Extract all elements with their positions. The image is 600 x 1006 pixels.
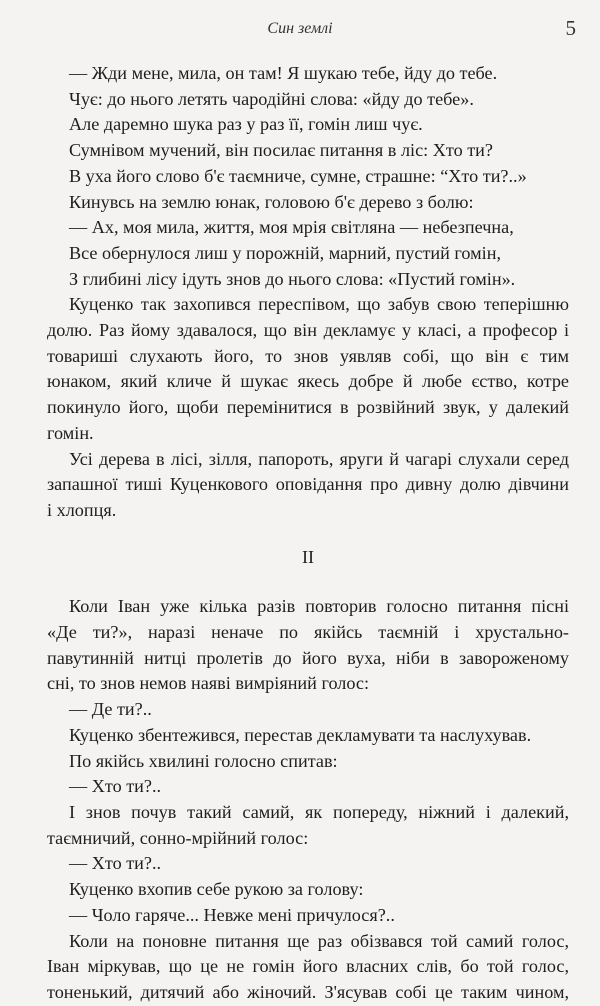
poem-line: Кинувсь на землю юнак, головою б'є дерево з болю:: [69, 191, 474, 212]
text-line: Іван міркував, що це не гомін його власних слів, бо той голос,: [47, 956, 569, 977]
text-line: юнаком, який кличе й шукає якесь добре й любе єство, котре: [47, 371, 569, 392]
text-line: долю. Раз йому здавалося, що він декламує у класі, а професор і: [47, 320, 569, 341]
section-text: [47, 594, 569, 1005]
paragraph: [47, 292, 569, 446]
text-line: Коли Іван уже кілька разів повторив голосно питання пісні: [69, 596, 569, 617]
text-line: товариші слухають його, то знов уявляв собі, що він є тим: [47, 345, 569, 366]
text-line: гомін.: [47, 422, 94, 443]
poem-line: З глибині лісу ідуть знов до нього слова: «Пустий гомін».: [69, 268, 516, 289]
text-line: — Де ти?..: [69, 699, 152, 720]
text-line: «Де ти?», наразі неначе по якійсь таємній і хрустально-: [47, 622, 569, 643]
page-number: 5: [565, 16, 576, 40]
text-line: запашної тиші Куценкового оповідання про дивну долю дівчини: [47, 474, 569, 495]
poem-line: Але даремно шука раз у раз її, гомін лиш чує.: [69, 114, 423, 135]
text-line: — Чоло гаряче... Невже мені причулося?..: [69, 904, 395, 925]
poem-stanza: [47, 61, 569, 292]
text-line: і хлопця.: [47, 499, 117, 520]
page-header: [0, 14, 600, 44]
text-line: — Хто ти?..: [69, 853, 162, 874]
text-line: Усі дерева в лісі, зілля, папороть, яруги й чагарі слухали серед: [69, 448, 569, 469]
text-line: І знов почув такий самий, як попереду, ніжний і далекий,: [69, 801, 569, 822]
poem-line: Сумнівом мучений, він посилає питання в ліс: Хто ти?: [69, 140, 493, 161]
poem-line: Чує: до нього летять чародійні слова: «йду до тебе».: [69, 88, 474, 109]
paragraph: [47, 447, 569, 524]
text-line: — Хто ти?..: [69, 776, 162, 797]
section-number: II: [301, 546, 315, 567]
text-line: Куценко так захопився переспівом, що забув свою теперішню: [69, 294, 569, 315]
text-line: таємничий, сонно-мрійний голос:: [47, 827, 309, 848]
poem-line: Все обернулося лиш у порожній, марний, пустий гомін,: [69, 242, 501, 263]
text-line: Куценко вхопив себе рукою за голову:: [69, 879, 364, 900]
text-line: По якійсь хвилині голосно спитав:: [69, 750, 338, 771]
text-line: сні, то знов немов наяві вимріяний голос:: [47, 673, 370, 694]
running-title: Син землі: [267, 20, 333, 37]
text-line: Коли на поновне питання ще раз обізвався той самий голос,: [69, 930, 569, 951]
text-line: павутинній нитці пролетів до його вуха, ніби в завороженому: [47, 647, 569, 668]
body-text: [47, 61, 569, 1006]
text-line: тоненький, дитячий або жіночий. З'ясував собі це таким чином,: [47, 981, 569, 1002]
poem-line: — Ах, моя мила, життя, моя мрія світляна — небезпечна,: [69, 217, 514, 238]
text-line: покинуло його, щоби перемінитися в розвійний звук, у далекий: [47, 397, 569, 418]
text-line: Куценко збентежився, перестав декламувати та наслухував.: [69, 724, 532, 745]
poem-line: — Жди мене, мила, он там! Я шукаю тебе, йду до тебе.: [69, 63, 498, 83]
poem-line: В уха його слово б'є таємниче, сумне, страшне: “Хто ти?..»: [69, 165, 527, 186]
